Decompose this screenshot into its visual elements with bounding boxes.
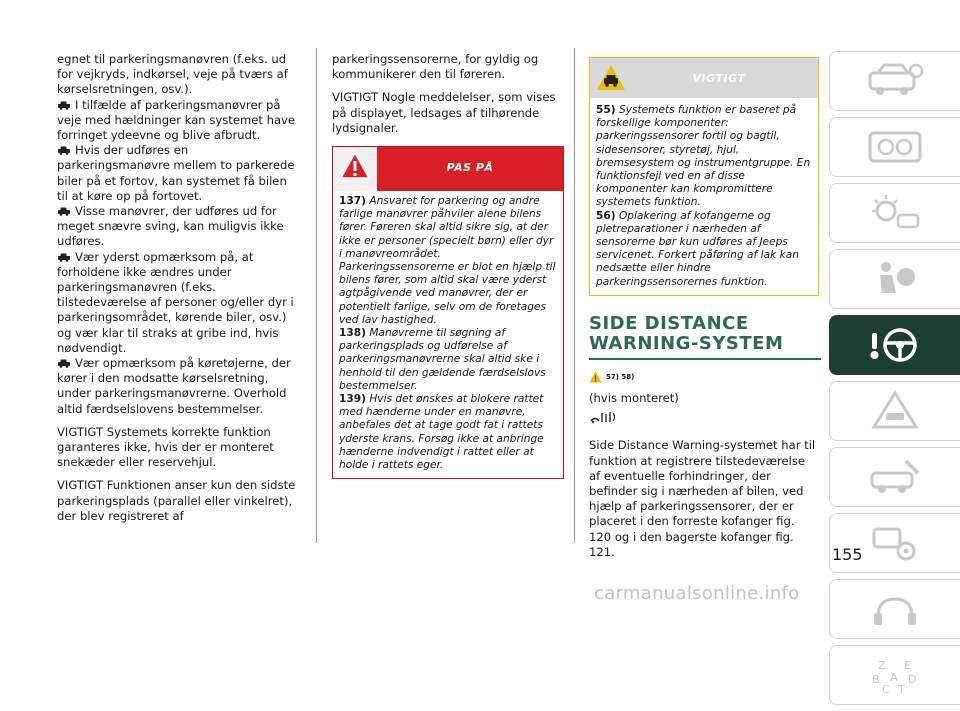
- reference-line: [589, 370, 819, 385]
- airbag-icon: [864, 257, 926, 301]
- car-bullet-icon: [57, 253, 71, 262]
- warning-item: 139) Hvis det ønskes at blokere rattet med hænderne under en manøvre, anbefales det at tage godt fat i rattets yderste krans. Forsøg ikke at anbringe hænderne indvendigt i rattet eller at holde i rattets eger.: [339, 393, 544, 472]
- note-header: [590, 58, 818, 98]
- note-body: [590, 98, 818, 295]
- lights-icon: [864, 191, 926, 235]
- column-divider: [316, 48, 317, 543]
- tech-data-icon: [864, 521, 926, 565]
- svg-text:A: A: [890, 671, 898, 684]
- paragraph-intro: egnet til parkeringsmanøvren (f.eks. ud for vejkryds, indkørsel, veje på tværs af kørselsretningen, osv.).: [57, 52, 288, 97]
- svg-text:T: T: [898, 683, 905, 696]
- car-bullet-icon: [57, 359, 71, 368]
- svg-text:D: D: [908, 673, 917, 686]
- svg-text:B: B: [872, 673, 880, 686]
- list-item: Vær yderst opmærksom på, at forholdene ikke ændres under parkeringsmanøvren (f.eks. tilstedeværelse af personer og/eller dyr i parkeringsområdet, kørende biler, osv.) og vær klar til straks at gribe ind, hvis nødvendigt.: [57, 249, 294, 355]
- tab-car-info[interactable]: [829, 51, 960, 111]
- car-bullet-icon: [57, 207, 71, 216]
- reference-numbers: 57) 58): [606, 372, 635, 381]
- warning-box: [332, 146, 564, 479]
- side-sensor-icon: [589, 410, 619, 424]
- tab-dashboard[interactable]: [829, 117, 960, 177]
- tab-maintenance[interactable]: [829, 447, 960, 507]
- tab-steering[interactable]: [829, 315, 960, 375]
- car-warning-icon: [864, 389, 926, 433]
- warning-body: [333, 191, 563, 478]
- wrench-car-icon: [864, 455, 926, 499]
- tab-tech-data[interactable]: [829, 513, 960, 573]
- list-item: I tilfælde af parkeringsmanøvrer på veje med hældninger kan systemet have forringet ydeevne og blive afbrudt.: [57, 97, 296, 143]
- tab-airbag[interactable]: [829, 249, 960, 309]
- tab-warnings[interactable]: [829, 381, 960, 441]
- tab-index[interactable]: [829, 645, 960, 705]
- bullet-list: [57, 98, 297, 417]
- paragraph-continued: parkeringssensorerne, for gyldig og kommunikerer den til føreren.: [332, 52, 539, 82]
- paragraph-vigtigt-signals: VIGTIGT Nogle meddelelser, som vises på displayet, ledsages af tilhørende lydsignaler.: [332, 90, 556, 135]
- steering-wheel-icon: [864, 323, 926, 367]
- warning-triangle-icon: [589, 371, 602, 383]
- note-title: VIGTIGT: [692, 72, 746, 85]
- warning-triangle-icon: [339, 151, 371, 181]
- chapter-tabs: [829, 51, 960, 711]
- warning-title: PAS PÅ: [446, 161, 494, 175]
- column-divider: [574, 48, 575, 543]
- tab-multimedia[interactable]: [829, 579, 960, 639]
- paragraph-vigtigt-snow-chains: VIGTIGT Systemets korrekte funktion garanteres ikke, hvis der er monteret snekæder eller reservehjul.: [57, 424, 274, 470]
- paragraph-vigtigt-last-space: VIGTIGT Funktionen anser kun den sidste parkeringsplads (parallel eller vinkelret), der blev registreret af: [57, 478, 296, 523]
- svg-text:E: E: [904, 659, 911, 672]
- svg-text:Z: Z: [878, 659, 886, 672]
- section-body: Side Distance Warning-systemet har til funktion at registrere tilstedeværelse af eventuelle forhindringer, der befinder sig i nærheden af bilen, ved hjælp af parkeringssensorer, der er placeret i den forreste kofanger fig. 120 og i den bagerste kofanger fig. 121.: [589, 438, 816, 559]
- car-info-icon: [864, 59, 926, 103]
- list-item: Visse manøvrer, der udføres ud for meget snævre sving, kan muligvis ikke udføres.: [57, 204, 284, 249]
- note-box: [589, 57, 819, 296]
- warning-item: 137) Ansvaret for parkering og andre farlige manøvrer påhviler alene bilens fører. Føreren skal altid sikre sig, at der ikke er personer (specielt børn) eller dyr i manøvreområdet. Parkeringssensorerne er blot en hjælp til bilens fører, som altid skal være yderst agtpågivende ved manøvrer, der er potentielt farlige, selv om de foretages ved lav hastighed.: [339, 195, 556, 326]
- dashboard-icon: [864, 125, 926, 169]
- list-item: Vær opmærksom på køretøjerne, der kører i den modsatte kørselsretning, under parkeringsmanøvrerne. Overhold altid færdselslovens bestemmelser.: [57, 356, 291, 416]
- car-bullet-icon: [57, 101, 71, 110]
- index-icon: [864, 653, 926, 697]
- section-rule: [589, 358, 821, 360]
- column-right: [589, 57, 819, 568]
- page-number: 155: [832, 545, 863, 564]
- list-item: Hvis der udføres en parkeringsmanøvre mellem to parkerede biler på et fortov, kan systemet få bilen til at køre op på fortovet.: [57, 143, 295, 203]
- watermark: carmanualsonline.info: [594, 583, 800, 604]
- warning-header: [333, 147, 563, 191]
- note-item: 55) Systemets funktion er baseret på forskellige komponenter: parkeringssensorer fortil og bagtil, sidesensorer, styretøj, hjul, bremsesystem og instrumentgruppe. En funktionsfejl ved en af disse komponenter kan kompromittere systemets funktion.: [596, 104, 811, 209]
- column-middle: [332, 52, 564, 479]
- section-title: SIDE DISTANCE WARNING-SYSTEM: [589, 312, 784, 354]
- note-item: 56) Oplakering af kofangerne og pletreparationer i nærheden af sensorerne bør kun udføres af Jeeps servicenet. Forkert påføring af lak kan nedsætte eller hindre parkeringssensorernes funktion.: [596, 209, 799, 288]
- optional-note: (hvis monteret): [589, 391, 679, 406]
- column-left: [57, 52, 297, 532]
- svg-text:C: C: [882, 683, 890, 696]
- car-bullet-icon: [57, 146, 71, 155]
- multimedia-icon: [864, 587, 926, 631]
- tab-lights[interactable]: [829, 183, 960, 243]
- warning-item: 138) Manøvrerne til søgning af parkeringsplads og udførelse af parkeringsmanøvrerne skal altid ske i henhold til den gældende færdselslovs bestemmelser.: [339, 327, 546, 392]
